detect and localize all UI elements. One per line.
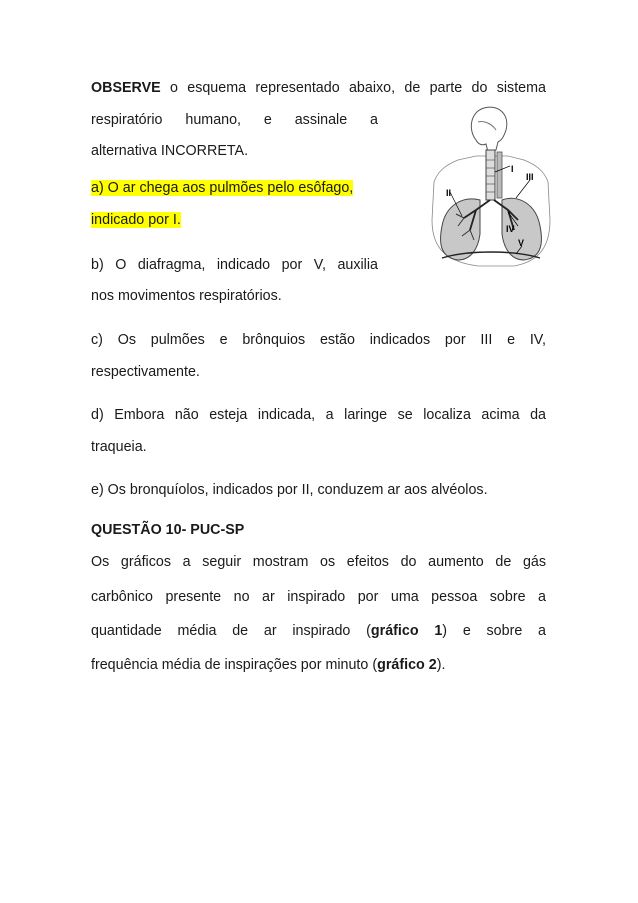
option-b-line-1: b) O diafragma, indicado por V, auxilia — [91, 257, 378, 273]
intro-bold: OBSERVE — [91, 80, 161, 96]
nasal-cavity — [478, 121, 496, 130]
label-I: I — [511, 164, 514, 174]
intro-line-3: alternativa INCORRETA. — [91, 143, 249, 159]
option-d-line-1: d) Embora não esteja indicada, a laringe se localiza acima da — [91, 407, 546, 423]
option-b-line-2: nos movimentos respiratórios. — [91, 288, 282, 304]
label-IV: IV — [506, 224, 515, 234]
q10-line-1: Os gráficos a seguir mostram os efeitos do aumento de gás — [91, 554, 546, 570]
trachea — [486, 150, 495, 200]
label-III: III — [526, 172, 534, 182]
option-a-line-1: a) O ar chega aos pulmões pelo esôfago, — [91, 180, 354, 196]
question-10-title: QUESTÃO 10- PUC-SP — [91, 522, 245, 538]
intro-line-2: respiratório humano, e assinale a — [91, 112, 378, 128]
q10-line-3: quantidade média de ar inspirado (gráfico 1) e sobre a — [91, 623, 547, 639]
q10-line-2: carbônico presente no ar inspirado por uma pessoa sobre a — [91, 589, 546, 605]
label-V: V — [518, 238, 525, 248]
left-lung — [441, 199, 480, 260]
esophagus — [497, 152, 502, 198]
option-d-line-2: traqueia. — [91, 439, 147, 455]
option-c-line-1: c) Os pulmões e brônquios estão indicados por III e IV, — [91, 332, 546, 348]
label-II: II — [446, 188, 452, 198]
option-a-line-2: indicado por I. — [91, 212, 181, 228]
intro-line-1 — [91, 78, 546, 98]
option-e: e) Os bronquíolos, indicados por II, conduzem ar aos alvéolos. — [91, 482, 488, 498]
intro-text-1: o esquema representado abaixo, de parte do sistema — [169, 80, 546, 96]
head-outline — [471, 107, 506, 152]
respiratory-system-figure — [418, 100, 553, 268]
option-c-line-2: respectivamente. — [91, 364, 200, 380]
q10-line-4: frequência média de inspirações por minuto (gráfico 2). — [91, 657, 446, 673]
